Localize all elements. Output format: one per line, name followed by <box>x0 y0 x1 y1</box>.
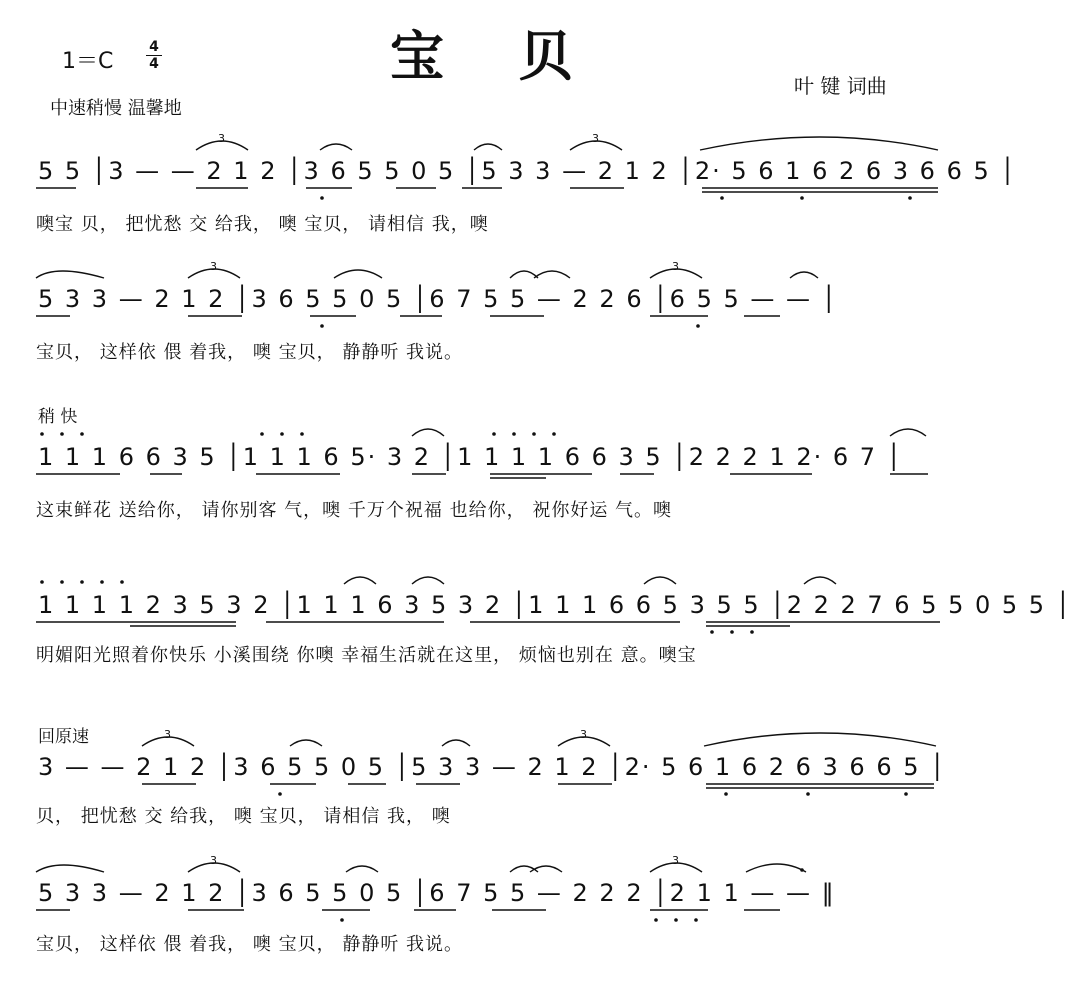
octave-dot <box>724 792 728 796</box>
slur <box>412 577 444 584</box>
octave-dot <box>904 792 908 796</box>
octave-dot <box>750 630 754 634</box>
octave-dot <box>512 432 516 436</box>
slur <box>412 429 444 436</box>
octave-dot <box>40 580 44 584</box>
slur <box>36 271 104 278</box>
notation-line-3: 1 1 1 6 6 3 5 │1 1 1 6 5· 3 2 │1 1 1 1 6 6 3 5 │2 2 2 1 2· 6 7 │ <box>38 443 904 471</box>
section-label-original-tempo: 回原速 <box>38 727 89 747</box>
slur <box>746 864 806 872</box>
triplet-number: 3 <box>210 854 217 867</box>
time-signature-bottom: 4 <box>149 56 159 72</box>
time-signature-top: 4 <box>149 39 159 55</box>
slur <box>804 577 836 584</box>
slur <box>290 740 322 746</box>
triplet-bracket <box>188 863 240 872</box>
triplet-bracket <box>558 737 610 746</box>
octave-dot <box>730 630 734 634</box>
octave-dot <box>674 918 678 922</box>
slur <box>530 866 562 872</box>
time-signature <box>146 40 162 71</box>
octave-dot <box>340 918 344 922</box>
octave-dot <box>80 580 84 584</box>
octave-dot <box>800 196 804 200</box>
triplet-bracket <box>196 141 248 150</box>
triplet-bracket <box>650 269 702 278</box>
octave-dot <box>300 432 304 436</box>
tempo-marking: 中速稍慢 温馨地 <box>50 98 182 119</box>
triplet-number: 3 <box>218 132 225 145</box>
octave-dot <box>80 432 84 436</box>
octave-dot <box>320 324 324 328</box>
notation-line-4: 1 1 1 1 2 3 5 3 2 │1 1 1 6 3 5 3 2 │1 1 1 6 6 5 3 5 5 │2 2 2 7 6 5 5 0 5 5 │ <box>38 591 1072 619</box>
octave-dot <box>120 580 124 584</box>
notation-line-6: 5 3 3 — 2 1 2 │3 6 5 5 0 5 │6 7 5 5 — 2 2 2 │2 1 1 — — ‖ <box>38 879 836 907</box>
lyrics-line-4: 明媚阳光照着你快乐 小溪围绕 你噢 幸福生活就在这里， 烦恼也别在 意。噢宝 <box>36 645 697 666</box>
lyrics-line-5: 贝， 把忧愁 交 给我， 噢 宝贝， 请相信 我， 噢 <box>36 806 451 827</box>
octave-dot <box>806 792 810 796</box>
slur <box>346 866 378 872</box>
triplet-number: 3 <box>210 260 217 273</box>
octave-dot <box>260 432 264 436</box>
slur <box>704 733 936 746</box>
slur <box>474 144 502 150</box>
composer-credit: 叶 键 词曲 <box>794 74 887 98</box>
octave-dot <box>800 868 804 872</box>
slur <box>644 577 676 584</box>
slur <box>510 866 538 872</box>
slur <box>890 429 926 436</box>
lyrics-line-2: 宝贝， 这样依 偎 着我， 噢 宝贝， 静静听 我说。 <box>36 342 464 363</box>
notation-line-5: 3 — — 2 1 2 │3 6 5 5 0 5 │5 3 3 — 2 1 2 │2· 5 6 1 6 2 6 3 6 6 5 │ <box>38 753 947 781</box>
slur <box>36 865 104 872</box>
notation-line-1: 5 5 │3 — — 2 1 2 │3 6 5 5 0 5 │5 3 3 — 2 1 2 │2· 5 6 1 6 2 6 3 6 6 5 │ <box>38 157 1017 185</box>
key-signature: 1＝C <box>62 49 114 74</box>
triplet-bracket <box>570 141 622 150</box>
slur <box>334 270 382 278</box>
triplet-number: 3 <box>592 132 599 145</box>
section-label-faster: 稍 快 <box>38 407 78 427</box>
octave-dot <box>280 432 284 436</box>
octave-dot <box>552 432 556 436</box>
octave-dot <box>278 792 282 796</box>
triplet-bracket <box>142 737 194 746</box>
octave-dot <box>60 432 64 436</box>
octave-dot <box>320 196 324 200</box>
octave-dot <box>654 918 658 922</box>
lyrics-line-1: 噢宝 贝， 把忧愁 交 给我， 噢 宝贝， 请相信 我，噢 <box>36 214 489 235</box>
octave-dot <box>710 630 714 634</box>
lyrics-line-6: 宝贝， 这样依 偎 着我， 噢 宝贝， 静静听 我说。 <box>36 934 464 955</box>
slur <box>534 271 570 278</box>
slur <box>790 272 818 278</box>
triplet-number: 3 <box>580 728 587 741</box>
triplet-bracket <box>188 269 240 278</box>
triplet-number: 3 <box>672 260 679 273</box>
triplet-number: 3 <box>164 728 171 741</box>
octave-dot <box>532 432 536 436</box>
triplet-bracket <box>650 863 702 872</box>
octave-dot <box>100 580 104 584</box>
song-title: 宝 贝 <box>390 24 601 88</box>
octave-dot <box>908 196 912 200</box>
slur <box>510 271 538 278</box>
octave-dot <box>696 324 700 328</box>
slur <box>344 577 376 584</box>
octave-dot <box>60 580 64 584</box>
slur <box>320 144 352 150</box>
octave-dot <box>694 918 698 922</box>
notation-line-2: 5 3 3 — 2 1 2 │3 6 5 5 0 5 │6 7 5 5 — 2 2 6 │6 5 5 — — │ <box>38 285 839 313</box>
octave-dot <box>492 432 496 436</box>
octave-dot <box>720 196 724 200</box>
lyrics-line-3: 这束鲜花 送给你， 请你别客 气，噢 千万个祝福 也给你， 祝你好运 气。噢 <box>36 500 673 521</box>
slur <box>442 740 470 746</box>
triplet-number: 3 <box>672 854 679 867</box>
slur <box>700 137 938 150</box>
octave-dot <box>40 432 44 436</box>
